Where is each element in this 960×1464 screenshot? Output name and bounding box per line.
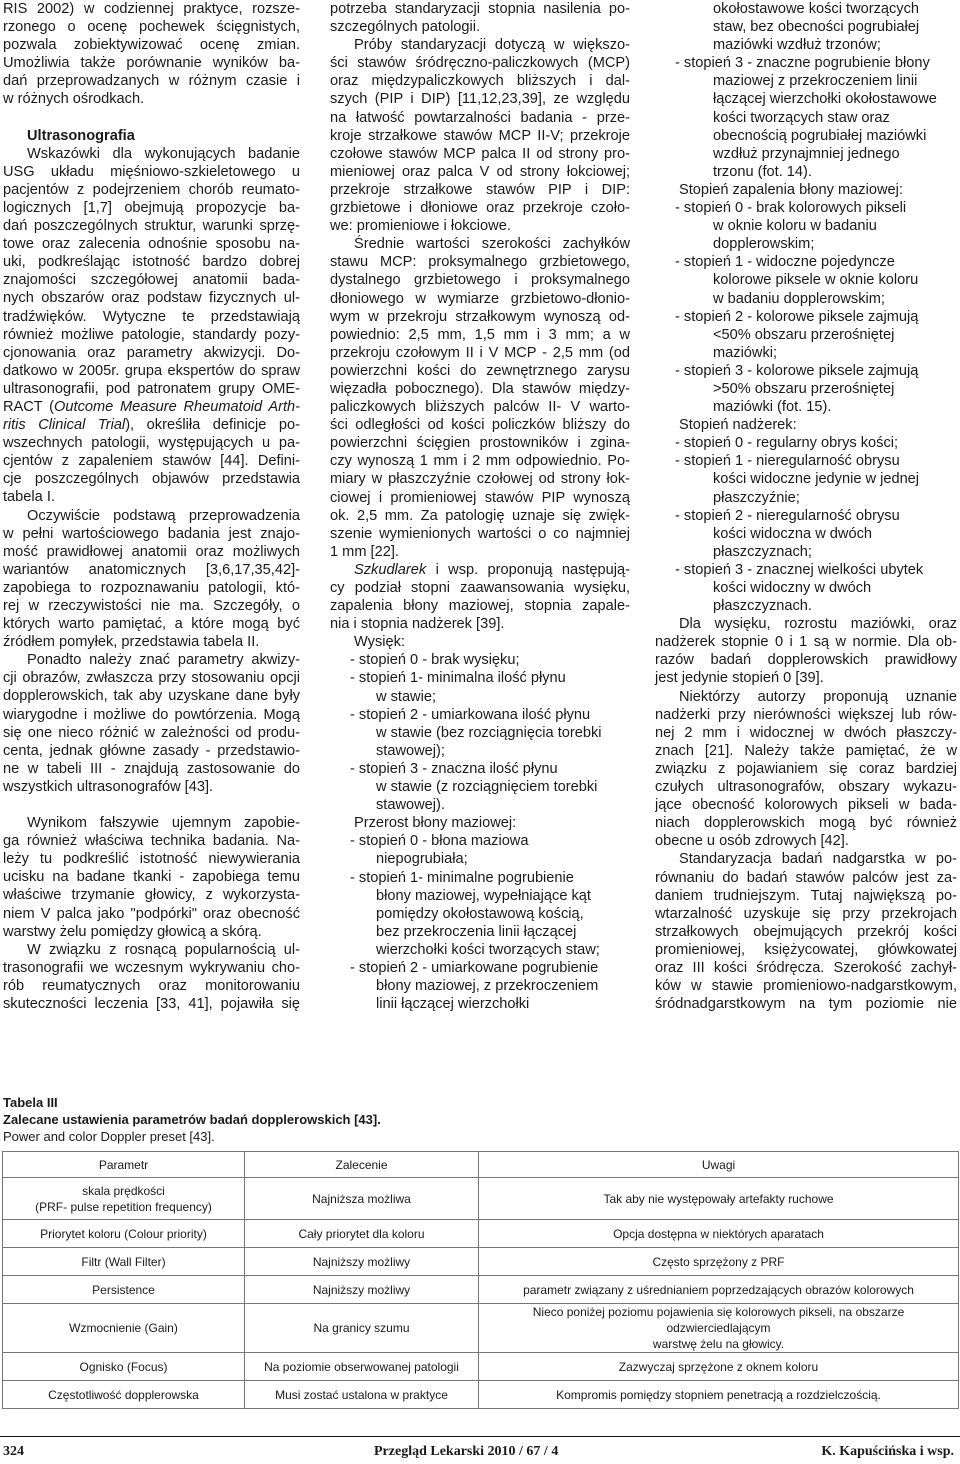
- text-line: wariantów anatomicznych [3,6,17,35,42]-: [3, 561, 300, 578]
- text-line: czułych ultrasonografów, obszary wykazu-: [655, 779, 957, 796]
- text-line: kości widoczne jedynie w jednej: [713, 471, 920, 488]
- text-line: towe oraz zalecenia odnośnie sposobu na-: [3, 236, 300, 253]
- text-line: dopplerowskich, tak aby uzyskane dane były: [3, 688, 300, 705]
- text-line: ucisku na badane tkanki - zapobiega temu: [3, 869, 300, 886]
- text-line: w stawie (z rozciągnięciem torebki: [376, 779, 598, 796]
- text-line: stawu MCP: proksymalnego grzbietowego,: [330, 254, 630, 271]
- text-line: bez przekroczenia linii łączącej: [376, 923, 577, 940]
- table-header-cell: Uwagi: [479, 1152, 959, 1178]
- text-line: cjonowania oraz parametry akwizycji. Do-: [3, 344, 300, 361]
- text-line: kości tworzących staw oraz: [713, 109, 890, 126]
- text-line: powierzchni ścięgien prostowników i zgina-: [330, 435, 630, 452]
- text-line: >50% obszaru przerośniętej: [713, 380, 895, 397]
- text-line: logicznych [1,7] obejmują propozycje ba-: [3, 199, 300, 216]
- table-cell: Ognisko (Focus): [3, 1353, 245, 1381]
- text-line: - stopień 0 - regularny obrys kości;: [675, 435, 899, 452]
- text-line: płaszczyznach.: [713, 598, 812, 615]
- text-line: Wskazówki dla wykonujących badanie: [27, 145, 300, 162]
- table-label: Tabela III: [3, 1095, 58, 1110]
- table-row: [3, 1353, 959, 1381]
- text-line: Średnie wartości szerokości zachyłków: [354, 236, 630, 253]
- text-line: Wynikom fałszywie ujemnym zapobie-: [27, 815, 300, 832]
- text-line: rzonego o ocenę pochewek ścięgnistych,: [3, 19, 300, 36]
- text-line: powierzchni kości do zewnętrznego zarysu: [330, 362, 630, 379]
- text-line: dań poszczególnych struktur, warunki sprzę-: [3, 218, 300, 235]
- text-line: dań przeprowadzanych w różnym czasie i: [3, 73, 300, 90]
- text-line: mieniowej oraz palca V od strony łokciowej;: [330, 163, 630, 180]
- text-line: w pełni wartościowego badania jest znajo-: [3, 525, 300, 542]
- text-line: tradźwięków. Wytyczne te przedstawiają: [3, 308, 300, 325]
- text-line: Standaryzacja badań nadgarstka w po-: [679, 851, 957, 868]
- text-line: trasonografii we wczesnym wykrywaniu cho-: [3, 959, 300, 976]
- text-line: dystalnego grzbietowego i proksymalnego: [330, 272, 630, 289]
- text-line: ści odległości od kości policzków bliższy do: [330, 417, 630, 434]
- text-line: - stopień 3 - znacznej wielkości ubytek: [675, 561, 924, 578]
- text-line: zapobiega to rozpoznawaniu patologii, któ-: [3, 579, 300, 596]
- text-line: uki, podkreślając istotność bardzo dobrej: [3, 254, 300, 271]
- text-line: wiarygodne i możliwe do powtórzenia. Mogą: [3, 706, 300, 723]
- table-cell: Zazwyczaj sprzężone z oknem koloru: [479, 1353, 959, 1381]
- text-line: [3, 109, 300, 127]
- text-line: niem V palca jako "podpórki" oraz obecność: [3, 905, 300, 922]
- text-line: maziówki (fot. 15).: [713, 399, 832, 416]
- text-line: w badaniu dopplerowskim;: [713, 290, 885, 307]
- text-line: razów badań dopplerowskich prawidłowy: [655, 652, 957, 669]
- text-line: ultrasonografii, pod patronatem grupy OME-: [3, 380, 300, 397]
- table-cell: Często sprzężony z PRF: [479, 1248, 959, 1276]
- text-line: zapalenia błony maziowej, stopnia zapale-: [330, 598, 630, 615]
- text-line: strzałkowych obejmujących przekrój kości: [655, 923, 957, 940]
- text-line: wierzchołki kości tworzących staw;: [376, 941, 600, 958]
- text-line: - stopień 2 - umiarkowane pogrubienie: [350, 959, 599, 976]
- text-line: - stopień 3 - znaczna ilość płynu: [350, 760, 558, 777]
- table-cell: Nieco poniżej poziomu pojawienia się kolorowych pikseli, na obszarze odzwierciedlającym warstwę żelu na głowicy.: [479, 1304, 959, 1353]
- text-line: również możliwe patologie, standardy pozy-: [3, 326, 300, 343]
- text-column-3: [655, 0, 957, 1013]
- text-line: cy podział stopni zaawansowania wysięku,: [330, 580, 630, 596]
- text-line: znach [21]. Należy także pamiętać, że w: [655, 742, 957, 759]
- text-line: czy wynoszą 1 mm i 2 mm odpowiednio. Po-: [330, 453, 630, 470]
- text-line: dopplerowskim;: [713, 236, 815, 253]
- text-line: maziówki wzdłuż trzonów;: [713, 37, 881, 54]
- text-line: Szkudlarek i wsp. proponują następują-: [354, 561, 630, 578]
- text-line: leży tu podkreślić istotność niewywierania: [3, 851, 300, 868]
- text-line: <50% obszaru przerośniętej: [713, 326, 895, 343]
- text-line: datkowo w 2005r. grupa ekspertów do spraw: [3, 362, 300, 379]
- text-line: Ponadto należy znać parametry akwizy-: [27, 652, 300, 669]
- text-line: w stawie (bez rozciągnięcia torebki: [376, 724, 602, 741]
- text-line: przekroju czołowym II i V MCP - 2,5 mm (od: [330, 344, 630, 361]
- table-cell: Opcja dostępna w niektórych aparatach: [479, 1220, 959, 1248]
- text-line: łączącej wierzchołki okołostawowe: [713, 91, 937, 108]
- text-line: USG układu mięśniowo-szkieletowego u: [3, 163, 300, 180]
- text-line: wtarzalność uzyskuje się przy przekrojach: [655, 905, 957, 922]
- text-line: nia i stopnia nadżerek [39].: [330, 616, 505, 633]
- text-line: nadżerek stopnie 0 i 1 są w normie. Dla ob-: [655, 634, 957, 651]
- doppler-settings-table: [2, 1151, 959, 1409]
- text-line: Próby standaryzacji dotyczą w większo-: [354, 37, 630, 54]
- text-line: - stopień 2 - kolorowe piksele zajmują: [675, 308, 919, 325]
- text-line: niepogrubiała;: [376, 851, 468, 868]
- text-line: grzbietowe i dłoniowe oraz przekroje czoło-: [330, 200, 630, 217]
- text-line: miary w płaszczyźnie czołowej od strony łok-: [330, 471, 630, 488]
- table-cell: Priorytet koloru (Colour priority): [3, 1220, 245, 1248]
- table-cell: skala prędkości (PRF- pulse repetition frequency): [3, 1178, 245, 1220]
- text-line: Dla wysięku, rozrostu maziówki, oraz: [679, 616, 957, 633]
- text-line: ga również właściwa technika badania. Na-: [3, 833, 300, 850]
- text-line: maziówki;: [713, 344, 778, 361]
- text-line: mość prawidłowej anatomii oraz możliwych: [3, 543, 300, 560]
- text-line: Stopień zapalenia błony maziowej:: [679, 181, 903, 198]
- text-column-1: [3, 0, 300, 1013]
- text-line: okołostawowe kości tworzących: [713, 1, 920, 17]
- table-caption: [3, 1094, 381, 1145]
- table-cell: Kompromis pomiędzy stopniem penetracją a rozdzielczością.: [479, 1381, 959, 1409]
- text-line: linii łączącej wierzchołki: [376, 996, 530, 1013]
- table-cell: Na granicy szumu: [245, 1304, 479, 1353]
- table-cell: Najniższy możliwy: [245, 1248, 479, 1276]
- text-line: szenie wymienionych wartości o co najmniej: [330, 525, 630, 542]
- text-line: pozwala zobiektywizować ocenę zmian.: [3, 37, 300, 54]
- table-cell: Na poziomie obserwowanej patologii: [245, 1353, 479, 1381]
- table-header-row: [3, 1152, 959, 1178]
- text-line: Oczywiście podstawą przeprowadzenia: [27, 507, 300, 524]
- text-line: równaniu do badań stawów palców jest za-: [655, 869, 957, 886]
- text-line: obecnością pogrubiałej maziówki: [713, 127, 927, 144]
- text-line: - stopień 1- minimalne pogrubienie: [350, 869, 574, 886]
- text-line: właściwe trzymanie głowicy, z wykorzysta-: [3, 887, 300, 904]
- text-line: kroje strzałkowe stawów MCP II-V; przekroje: [330, 127, 630, 144]
- text-line: Niektórzy autorzy proponują uznanie: [679, 688, 957, 705]
- table-row: [3, 1178, 959, 1220]
- text-line: maziowej z przekroczeniem linii: [713, 73, 918, 90]
- text-line: staw, bez obecności pogrubiałej: [713, 19, 920, 36]
- text-line: - stopień 0 - brak kolorowych pikseli: [675, 200, 907, 217]
- text-line: wszechnych patologii, występujących u pa-: [3, 435, 300, 452]
- text-line: kolorowe piksele w oknie koloru: [713, 272, 919, 289]
- table-cell: Najniższy możliwy: [245, 1276, 479, 1304]
- text-line: cji obrazów, zwłaszcza przy stosowaniu opcji: [3, 670, 300, 687]
- text-line: Przerost błony maziowej:: [354, 815, 517, 832]
- table-header-cell: Parametr: [3, 1152, 245, 1178]
- text-line: W związku z rosnącą popularnością ul-: [27, 941, 300, 958]
- text-line: na łatwość powtarzalności badania - prze-: [330, 109, 630, 126]
- text-line: - stopień 1- minimalna ilość płynu: [350, 670, 566, 687]
- text-line: potrzeba standaryzacji stopnia nasilenia po-: [330, 1, 630, 17]
- text-line: nej 2 mm i widocznej w dwóch płaszczy-: [655, 724, 957, 741]
- text-line: - stopień 0 - brak wysięku;: [350, 652, 520, 669]
- text-line: niach dopplerowskich mogą być również: [655, 815, 957, 832]
- text-line: - stopień 3 - znaczne pogrubienie błony: [675, 55, 930, 72]
- text-line: Stopień nadżerek:: [679, 417, 797, 434]
- text-line: związku z pojawianiem się coraz bardziej: [655, 760, 957, 777]
- text-line: pacjentów z podejrzeniem chorób reumato-: [3, 181, 300, 198]
- text-line: cje poszczególnych objawów przedstawia: [3, 471, 300, 488]
- text-line: obecne u osób zdrowych [42].: [655, 833, 849, 850]
- table-cell: Wzmocnienie (Gain): [3, 1304, 245, 1353]
- text-line: ok. 2,5 mm. Za patologię uznaje się zwięk-: [330, 507, 630, 524]
- table-row: [3, 1304, 959, 1353]
- text-line: - stopień 1 - nieregularność obrysu: [675, 453, 900, 470]
- text-line: powiednio: 2,5 mm, 1,5 mm i 3 mm; a w: [330, 326, 630, 343]
- text-line: wzdłuż przynajmniej jednego: [713, 145, 900, 162]
- text-line: Umożliwia także porównanie wyników ba-: [3, 55, 300, 72]
- text-line: we: promieniowe i łokciowe.: [330, 218, 511, 235]
- text-line: - stopień 2 - nieregularność obrysu: [675, 507, 900, 524]
- table-row: [3, 1248, 959, 1276]
- table-title: Zalecane ustawienia parametrów badań dopplerowskich [43].: [3, 1112, 381, 1127]
- text-line: pomiędzy okołostawową kością,: [376, 905, 584, 922]
- text-line: w różnych ośrodkach.: [3, 91, 145, 108]
- text-line: 1 mm [22].: [330, 543, 399, 560]
- table-row: [3, 1276, 959, 1304]
- text-line: źródłem pomyłek, przedstawia tabela II.: [3, 634, 260, 651]
- text-line: centa, jednak główne zasady - przedstawio-: [3, 742, 300, 759]
- text-line: szczególnych patologii.: [330, 19, 481, 36]
- text-line: promieniowej, księżycowatej, główkowatej: [655, 941, 957, 958]
- text-line: płaszczyznach;: [713, 543, 812, 560]
- text-line: oraz III kości śródręcza. Szerokość zachył-: [655, 959, 957, 976]
- text-line: nych obszarów oraz podstaw fizycznych ul-: [3, 290, 300, 307]
- text-line: ści stawów śródręczno-paliczkowych (MCP): [330, 55, 630, 72]
- table-cell: parametr związany z uśrednianiem poprzedzających obrazów kolorowych: [479, 1276, 959, 1304]
- text-line: kości widoczny w dwóch: [713, 580, 872, 596]
- text-line: trzonu (fot. 14).: [713, 163, 812, 180]
- footer-authors: K. Kapuścińska i wsp.: [821, 1444, 954, 1459]
- text-line: błony maziowej, z przekroczeniem: [376, 978, 599, 995]
- text-line: więzadła pobocznego). Dla stawów między-: [330, 380, 630, 397]
- page-footer: [0, 1436, 960, 1464]
- text-line: - stopień 3 - kolorowe piksele zajmują: [675, 362, 919, 379]
- text-line: stawowej).: [376, 797, 445, 814]
- text-line: rób reumatycznych oraz monitorowaniu: [3, 977, 300, 994]
- text-line: warstwy żelu pomiędzy głowicą a skórą.: [3, 923, 262, 940]
- text-line: [3, 796, 300, 814]
- text-line: stawowej);: [376, 742, 445, 759]
- table-header-cell: Zalecenie: [245, 1152, 479, 1178]
- text-line: czołowe stawów MCP palca II od strony pro-: [330, 145, 630, 162]
- text-line: błony maziowej, wypełniające kąt: [376, 887, 591, 904]
- text-line: ciowej i promieniowej stawów PIP wynoszą: [330, 489, 630, 506]
- table-cell: Najniższa możliwa: [245, 1178, 479, 1220]
- text-line: - stopień 0 - błona maziowa: [350, 833, 529, 850]
- text-line: wszystkich ultrasonografów [43].: [3, 778, 214, 795]
- table-cell: Cały priorytet dla koloru: [245, 1220, 479, 1248]
- table-row: [3, 1220, 959, 1248]
- table-row: [3, 1381, 959, 1409]
- table-cell: Musi zostać ustalona w praktyce: [245, 1381, 479, 1409]
- text-line: - stopień 2 - umiarkowana ilość płynu: [350, 706, 591, 723]
- page-number: 324: [3, 1444, 24, 1459]
- text-line: Ultrasonografia: [27, 127, 135, 144]
- table-cell: Częstotliwość dopplerowska: [3, 1381, 245, 1409]
- text-line: szych (PIP i DIP) [11,12,23,39], ze względu: [330, 91, 630, 108]
- text-line: nadżerki przy nierówności większej lub rów-: [655, 706, 957, 723]
- text-line: w oknie koloru w badaniu: [713, 218, 877, 235]
- text-line: cjentów z zapaleniem stawów [44]. Defini-: [3, 453, 300, 470]
- text-line: w stawie;: [376, 688, 437, 705]
- text-line: RIS 2002) w codziennej praktyce, rozsze-: [3, 1, 300, 17]
- table-cell: Persistence: [3, 1276, 245, 1304]
- text-line: skuteczności leczenia [33, 41], pojawiła się: [3, 995, 300, 1012]
- text-line: rej w rzeczywistości nie ma. Szczegóły, o: [3, 598, 300, 614]
- text-line: jest jedynie stopień 0 [39].: [655, 670, 824, 687]
- text-line: - stopień 1 - widoczne pojedyncze: [675, 254, 895, 271]
- table-cell: Tak aby nie występowały artefakty ruchowe: [479, 1178, 959, 1220]
- text-line: których warto pamiętać, a które mogą być: [3, 616, 300, 633]
- text-line: ków w stawie promieniowo-nadgarstkowym,: [655, 978, 957, 995]
- text-line: ritis Clinical Trial), określiła definicje po-: [3, 417, 300, 434]
- text-line: RACT (Outcome Measure Rheumatoid Arth-: [3, 398, 300, 415]
- table-subtitle: Power and color Doppler preset [43].: [3, 1129, 215, 1144]
- text-line: śródnadgarstkowym na tym poziomie nie: [655, 996, 957, 1013]
- text-column-2: [330, 0, 630, 1013]
- table-cell: Filtr (Wall Filter): [3, 1248, 245, 1276]
- text-line: Wysięk:: [354, 634, 405, 651]
- journal-citation: Przegląd Lekarski 2010 / 67 / 4: [374, 1444, 559, 1459]
- text-line: dłoniowego w wymiarze grzbietowo-dłonio-: [330, 290, 630, 307]
- text-line: przekroje strzałkowe stawów PIP i DIP:: [330, 181, 630, 198]
- text-line: oraz międzypaliczkowych bliższych i dal-: [330, 73, 630, 90]
- text-line: paliczkowych bliższych palców II- V warto-: [330, 399, 630, 416]
- text-line: znajomości szczegółowej anatomii bada-: [3, 272, 300, 289]
- text-line: płaszczyźnie;: [713, 489, 800, 506]
- text-line: wym w przekroju strzałkowym wynoszą od-: [330, 308, 630, 325]
- text-line: jące obecność kolorowych pikseli w bada-: [655, 797, 957, 814]
- text-line: się one nieco różnić w zależności od produ-: [3, 724, 300, 741]
- text-line: tabela I.: [3, 489, 55, 506]
- text-line: daniem trudniejszym. Tutaj największą po-: [655, 887, 957, 904]
- text-line: kości widoczna w dwóch: [713, 525, 872, 542]
- text-line: ne w tabeli III - znajdują zastosowanie do: [3, 760, 300, 777]
